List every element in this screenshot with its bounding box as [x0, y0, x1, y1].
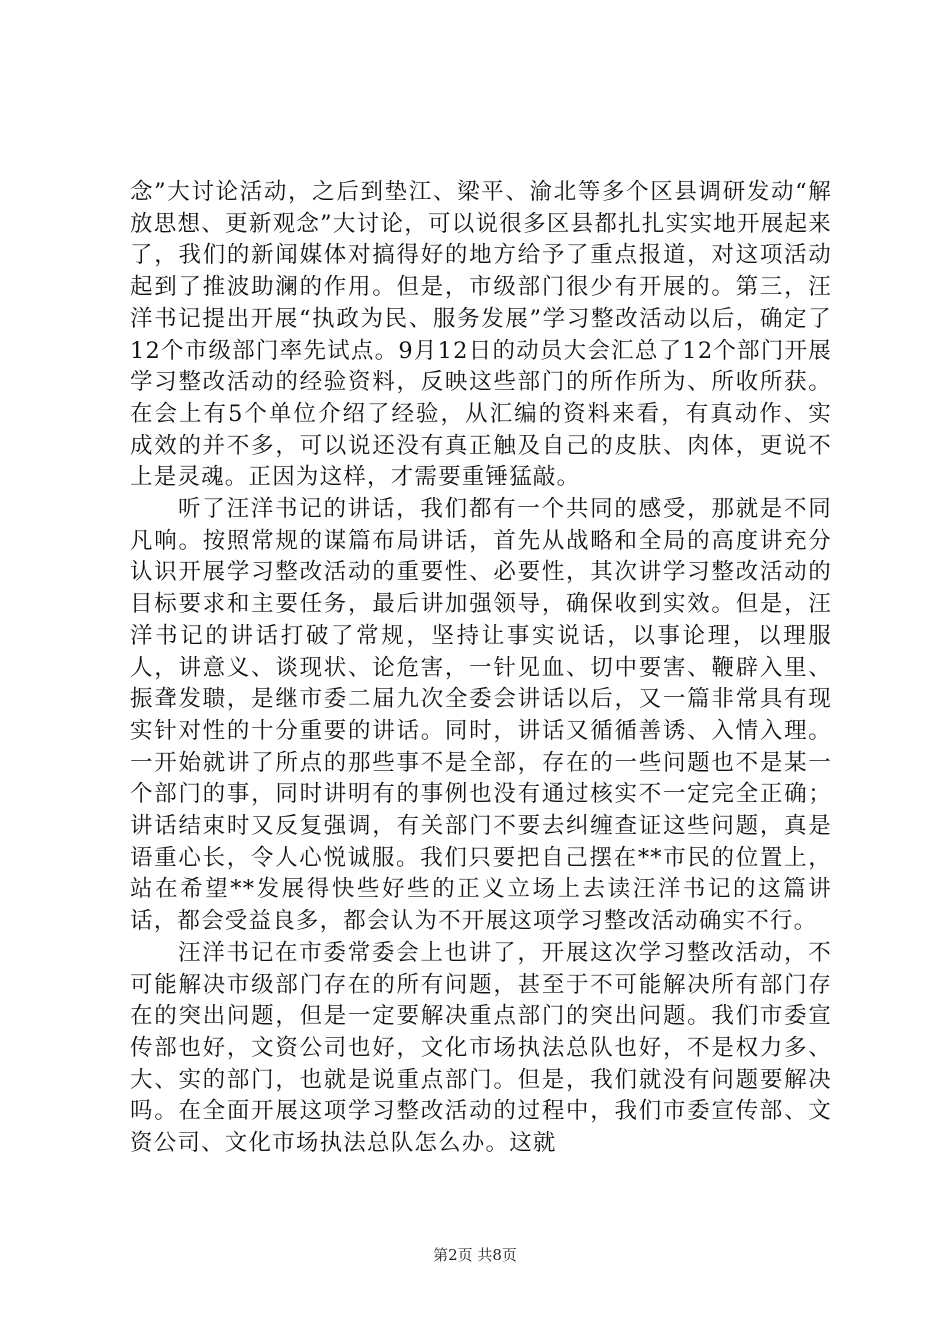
- document-body: [130, 177, 832, 1160]
- paragraph: 听了汪洋书记的讲话，我们都有一个共同的感受，那就是不同凡响。按照常规的谋篇布局讲话，首先从战略和全局的高度讲充分认识开展学习整改活动的重要性、必要性，其次讲学习整改活动的目标要求和主要任务，最后讲加强领导，确保收到实效。但是，汪洋书记的讲话打破了常规，坚持让事实说话，以事论理，以理服人，讲意义、谈现状、论危害，一针见血、切中要害、鞭辟入里、振聋发聩，是继市委二届九次全委会讲话以后，又一篇非常具有现实针对性的十分重要的讲话。同时，讲话又循循善诱、入情入理。一开始就讲了所点的那些事不是全部，存在的一些问题也不是某一个部门的事，同时讲明有的事例也没有通过核实不一定完全正确；讲话结束时又反复强调，有关部门不要去纠缠查证这些问题，真是语重心长，令人心悦诚服。我们只要把自己摆在**市民的位置上，站在希望**发展得快些好些的正义立场上去读汪洋书记的这篇讲话，都会受益良多，都会认为不开展这项学习整改活动确实不行。: [130, 496, 832, 935]
- page-footer: 第2页 共8页: [433, 1246, 517, 1264]
- paragraph: 汪洋书记在市委常委会上也讲了，开展这次学习整改活动，不可能解决市级部门存在的所有问题，甚至于不可能解决所有部门存在的突出问题，但是一定要解决重点部门的突出问题。我们市委宣传部也好，文资公司也好，文化市场执法总队也好，不是权力多、大、实的部门，也就是说重点部门。但是，我们就没有问题要解决吗。在全面开展这项学习整改活动的过程中，我们市委宣传部、文资公司、文化市场执法总队怎么办。这就: [130, 939, 832, 1157]
- paragraph-continuation: 念”大讨论活动，之后到垫江、梁平、渝北等多个区县调研发动“解放思想、更新观念”大讨论，可以说很多区县都扎扎实实地开展起来了，我们的新闻媒体对搞得好的地方给予了重点报道，对这项活动起到了推波助澜的作用。但是，市级部门很少有开展的。第三，汪洋书记提出开展“执政为民、服务发展”学习整改活动以后，确定了12个市级部门率先试点。9月12日的动员大会汇总了12个部门开展学习整改活动的经验资料，反映这些部门的所作所为、所收所获。在会上有5个单位介绍了经验，从汇编的资料来看，有真动作、实成效的并不多，可以说还没有真正触及自己的皮肤、肉体，更说不上是灵魂。正因为这样，才需要重锤猛敲。: [130, 179, 832, 491]
